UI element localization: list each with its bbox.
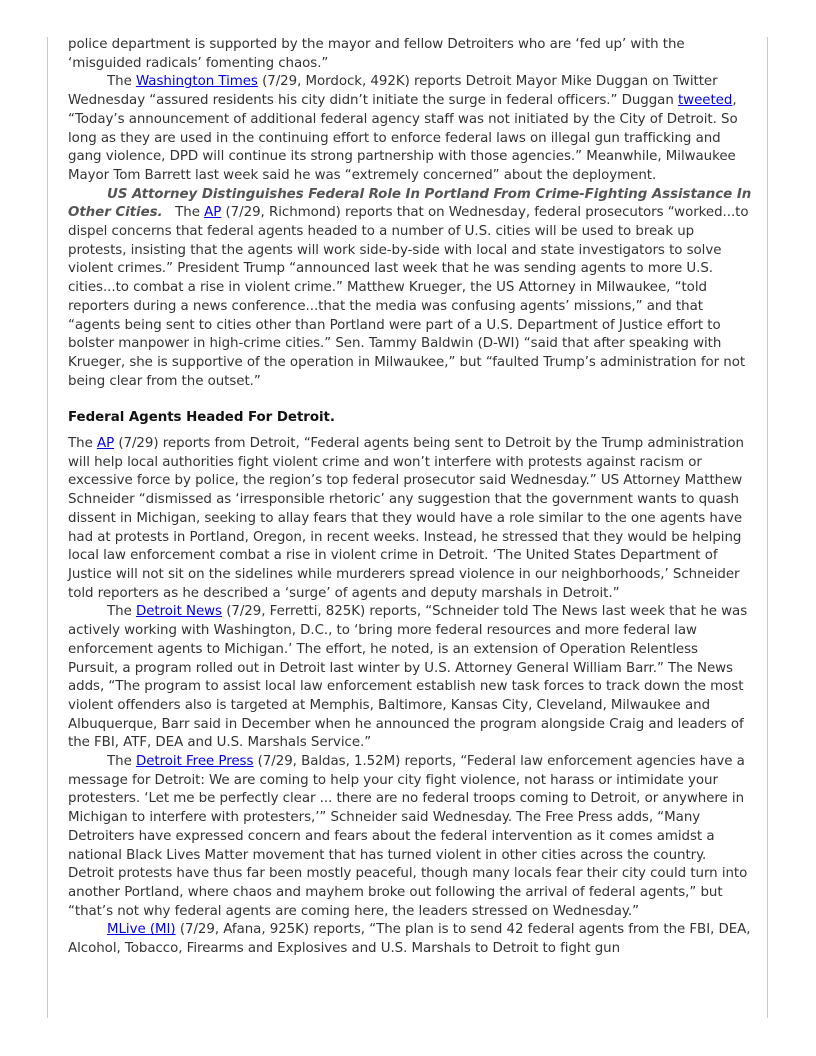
paragraph-detroit-free-press <box>68 753 752 921</box>
paragraph-ap-detroit <box>68 435 752 603</box>
article-body <box>68 36 752 959</box>
story-headline: US Attorney Distinguishes Federal Role In Portland From Crime-Fighting Assistance In Other Cities. <box>68 186 752 221</box>
paragraph-washington-times <box>68 73 752 185</box>
paragraph-text: (7/29, Afana, 925K) reports, “The plan is to send 42 federal agents from the FBI, DEA, Alcohol, Tobacco, Firearms and Explosives and U.S. Marshals to Detroit to fight gun <box>68 922 751 957</box>
paragraph-text: (7/29, Richmond) reports that on Wednesday, federal prosecutors “worked...to dispel concerns that federal agents headed to a number of U.S. cities will be used to break up protests, insisting that the agents will work side-by-side with local and state investigators to solve violent crimes.” President Trump “announced last week that he was sending agents to more U.S. cities...to combat a rise in violent crime.” Matthew Krueger, the US Attorney in Milwaukee, “told reporters during a news conference...that the media was confusing agents’ missions,” and that “agents being sent to cities other than Portland were part of a U.S. Department of Justice effort to bolster manpower in high-crime cities.” Sen. Tammy Baldwin (D-WI) “said that after speaking with Krueger, she is supportive of the operation in Milwaukee,” but “faulted Trump’s administration for not being clear from the outset.” <box>68 205 749 389</box>
paragraph-text: The <box>107 604 136 620</box>
paragraph-text: (7/29, Baldas, 1.52M) reports, “Federal law enforcement agencies have a message for Detroit: We are coming to help your city fight violence, not harass or intimidate your protesters. ‘Let me be perfectly clear ... there are no federal troops coming to Detroit, or anywhere in Michigan to interfere with protesters,’” Schneider said Wednesday. The Free Press adds, “Many Detroiters have expressed concern and fears about the federal intervention as it comes amidst a national Black Lives Matter movement that has turned violent in other cities across the country. Detroit protests have thus far been mostly peaceful, though many locals fear their city could turn into another Portland, where chaos and mayhem broke out following the arrival of federal agents,” but “that’s not why federal agents are coming here, the leaders stressed on Wednesday.” <box>68 754 748 919</box>
paragraph-continued <box>68 36 752 73</box>
paragraph-text: (7/29) reports from Detroit, “Federal agents being sent to Detroit by the Trump administration will help local authorities fight violent crime and won’t interfere with protests against racism or excessive force by police, the region’s top federal prosecutor said Wednesday.” US Attorney Matthew Schneider “dismissed as ‘irresponsible rhetoric’ any suggestion that the government wants to quash dissent in Michigan, seeking to allay fears that they would have a role similar to the one agents have had at protests in Portland, Oregon, in recent weeks. Instead, he stressed that they would be helping local law enforcement combat a rise in violent crime in Detroit. ‘The United States Department of Justice will not sit on the sidelines while murderers spread violence in our neighborhoods,’ Schneider told reporters as he described a ‘surge’ of agents and deputy marshals in Detroit.” <box>68 436 744 601</box>
link-detroit-free-press[interactable]: Detroit Free Press <box>135 754 254 770</box>
paragraph-text: The <box>107 754 136 770</box>
link-detroit-news[interactable]: Detroit News <box>135 604 222 620</box>
paragraph-text: (7/29, Ferretti, 825K) reports, “Schneider told The News last week that he was actively working with Washington, D.C., to ‘bring more federal resources and more federal law enforcement agents to Michigan.’ The effort, he noted, is an extension of Operation Relentless Pursuit, a program rolled out in Detroit last winter by U.S. Attorney General William Barr.” The News adds, “The program to assist local law enforcement establish new task forces to track down the most violent offenders also is targeted at Memphis, Baltimore, Kansas City, Cleveland, Milwaukee and Albuquerque, Barr said in December when he announced the program alongside Craig and leaders of the FBI, ATF, DEA and U.S. Marshals Service.” <box>68 604 748 751</box>
paragraph-text: , “Today’s announcement of additional federal agency staff was not initiated by the City of Detroit. So long as they are used in the continuing effort to enforce federal laws on illegal gun trafficking and gang violence, DPD will continue its strong partnership with those agencies.” Meanwhile, Milwaukee Mayor Tom Barrett last week said he was “extremely concerned” about the deployment. <box>68 93 738 183</box>
paragraph-text: The <box>162 205 205 221</box>
paragraph-detroit-news <box>68 603 752 753</box>
link-ap[interactable]: AP <box>204 205 222 221</box>
link-tweeted[interactable]: tweeted <box>677 93 733 109</box>
link-mlive[interactable]: MLive (MI) <box>107 922 176 938</box>
section-heading: Federal Agents Headed For Detroit. <box>68 410 335 426</box>
link-ap[interactable]: AP <box>96 436 115 452</box>
paragraph-mlive <box>68 921 752 958</box>
paragraph-text: The <box>107 74 136 90</box>
link-washington-times[interactable]: Washington Times <box>135 74 258 90</box>
paragraph-text: police department is supported by the mayor and fellow Detroiters who are ‘fed up’ with the ‘misguided radicals’ fomenting chaos.” <box>68 37 685 71</box>
paragraph-text: The <box>68 436 97 452</box>
paragraph-us-attorney <box>68 186 752 392</box>
paragraph-text: (7/29, Mordock, 492K) reports Detroit Mayor Mike Duggan on Twitter Wednesday “assured residents his city didn’t initiate the surge in federal officers.” Duggan <box>68 74 718 109</box>
